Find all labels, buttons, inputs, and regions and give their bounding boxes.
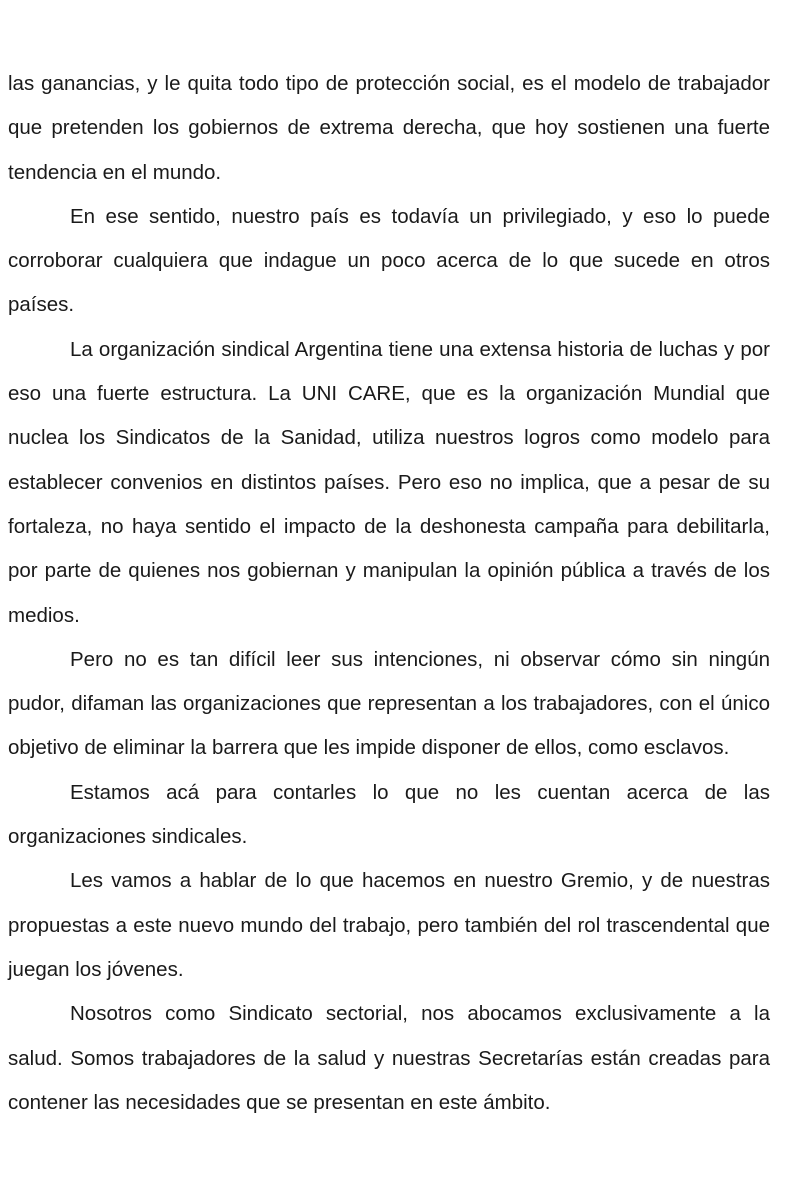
document-page [8,62,770,1125]
paragraph: Nosotros como Sindicato sectorial, nos abocamos exclusivamente a la salud. Somos trabajadores de la salud y nuestras Secretarías están creadas para contener las necesidades que se presentan en este ámbito. [8,1002,770,1114]
paragraph: Estamos acá para contarles lo que no les cuentan acerca de las organizaciones sindicales. [8,780,770,849]
paragraph: En ese sentido, nuestro país es todavía un privilegiado, y eso lo puede corroborar cualquiera que indague un poco acerca de lo que sucede en otros países. [8,204,770,317]
paragraph: Pero no es tan difícil leer sus intenciones, ni observar cómo sin ningún pudor, difaman las organizaciones que representan a los trabajadores, con el único objetivo de eliminar la barrera que les impide disponer de ellos, como esclavos. [8,647,770,760]
paragraph-continuation: las ganancias, y le quita todo tipo de protección social, es el modelo de trabajador que pretenden los gobiernos de extrema derecha, que hoy sostienen una fuerte tendencia en el mundo. [8,72,770,184]
paragraph: La organización sindical Argentina tiene una extensa historia de luchas y por eso una fuerte estructura. La UNI CARE, que es la organización Mundial que nuclea los Sindicatos de la Sanidad, utiliza nuestros logros como modelo para establecer convenios en distintos países. Pero eso no implica, que a pesar de su fortaleza, no haya sentido el impacto de la deshonesta campaña para debilitarla, por parte de quienes nos gobiernan y manipulan la opinión pública a través de los medios. [8,337,770,627]
paragraph: Les vamos a hablar de lo que hacemos en nuestro Gremio, y de nuestras propuestas a este nuevo mundo del trabajo, pero también del rol trascendental que juegan los jóvenes. [8,869,770,981]
